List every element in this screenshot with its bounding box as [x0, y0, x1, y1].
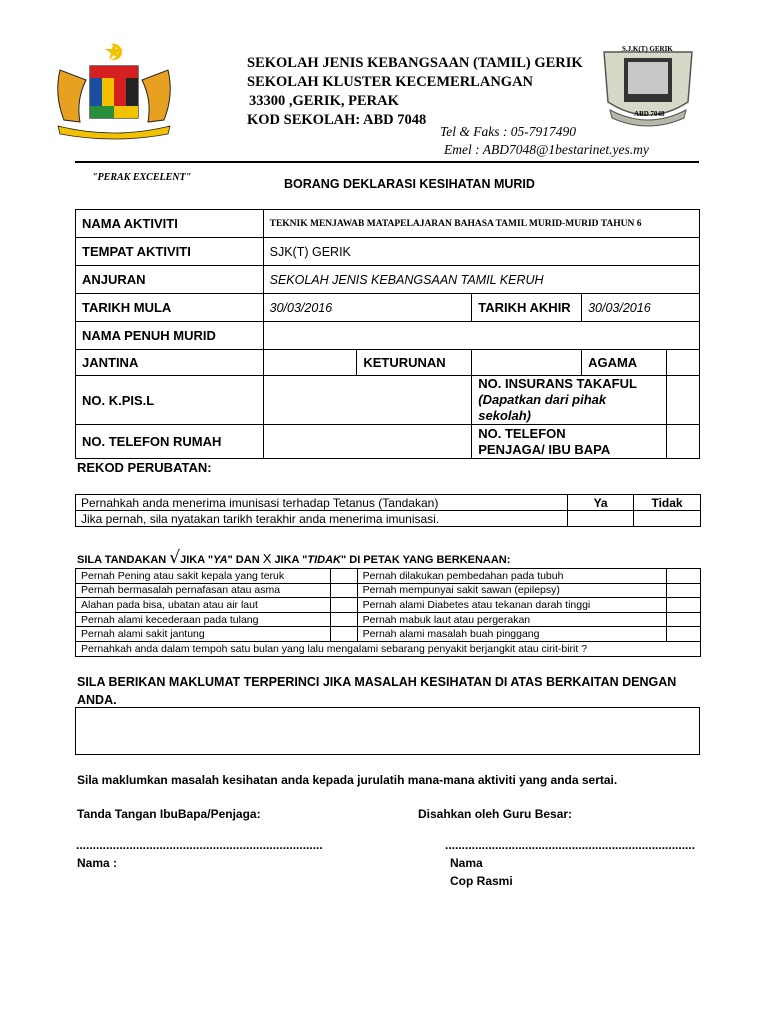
jantina-label: JANTINA	[76, 350, 264, 376]
activity-info-table	[75, 209, 700, 459]
instruction-part1: SILA TANDAKAN	[77, 554, 167, 566]
instruction-ya: YA	[213, 554, 228, 566]
telefon-penjaga-label	[472, 425, 667, 459]
headmaster-label: Disahkan oleh Guru Besar:	[418, 807, 573, 821]
health-checkbox[interactable]	[330, 612, 357, 627]
health-item: Pernah mempunyai sakit sawan (epilepsy)	[357, 583, 667, 598]
parent-name-label: Nama :	[77, 856, 118, 870]
health-checkbox[interactable]	[667, 598, 701, 613]
health-item-infection: Pernahkah anda dalam tempoh satu bulan yang lalu mengalami sebarang penyakit berjangkit atau cirit-birit ?	[76, 641, 701, 656]
tarikh-akhir-value[interactable]: 30/03/2016	[582, 294, 700, 322]
tarikh-akhir-label: TARIKH AKHIR	[472, 294, 582, 322]
instruction-part2: JIKA "	[180, 554, 214, 566]
telefon-penjaga-label-1: NO. TELEFON	[478, 425, 566, 441]
telefon-penjaga-label-2: PENJAGA/ IBU BAPA	[478, 441, 611, 457]
slogan: "PERAK EXCELENT"	[92, 172, 192, 183]
health-checkbox[interactable]	[667, 583, 701, 598]
badge-bottom-text: ABD 7048	[634, 110, 665, 118]
instruction-part4: JIKA "	[274, 554, 308, 566]
health-checkbox[interactable]	[330, 583, 357, 598]
school-cluster: SEKOLAH KLUSTER KECEMERLANGAN	[247, 74, 534, 90]
insurans-field[interactable]	[667, 376, 700, 425]
anjuran-value[interactable]: SEKOLAH JENIS KEBANGSAAN TAMIL KERUH	[263, 266, 699, 294]
tick-instruction	[77, 548, 510, 568]
agama-field[interactable]	[667, 350, 700, 376]
health-item: Alahan pada bisa, ubatan atau air laut	[76, 598, 331, 613]
kp-field[interactable]	[263, 376, 472, 425]
health-checkbox[interactable]	[330, 627, 357, 642]
headmaster-signature-line[interactable]: ...........................................................................	[445, 838, 696, 852]
kp-label: NO. K.PIS.L	[76, 376, 264, 425]
parent-signature-line[interactable]: ..........................................................................	[76, 838, 323, 852]
instruction-tidak: TIDAK	[307, 554, 341, 566]
insurans-label	[472, 376, 667, 425]
school-address: 33300 ,GERIK, PERAK	[249, 93, 399, 109]
health-item: Pernah alami kecederaan pada tulang	[76, 612, 331, 627]
school-code: KOD SEKOLAH: ABD 7048	[247, 112, 427, 128]
tempat-aktiviti-value[interactable]: SJK(T) GERIK	[263, 238, 699, 266]
health-item: Pernah mabuk laut atau pergerakan	[357, 612, 667, 627]
detail-textbox[interactable]	[75, 707, 700, 755]
school-name: SEKOLAH JENIS KEBANGSAAN (TAMIL) GERIK	[247, 55, 583, 71]
jantina-field[interactable]	[263, 350, 357, 376]
health-item: Pernah dilakukan pembedahan pada tubuh	[357, 569, 667, 584]
health-checkbox[interactable]	[667, 569, 701, 584]
instruction-part3: " DAN	[227, 554, 260, 566]
rekod-heading: REKOD PERUBATAN:	[77, 460, 212, 475]
detail-heading-line1: SILA BERIKAN MAKLUMAT TERPERINCI JIKA MASALAH KESIHATAN DI ATAS BERKAITAN DENGAN	[77, 675, 677, 689]
health-checkbox[interactable]	[330, 598, 357, 613]
health-checkbox[interactable]	[667, 612, 701, 627]
nama-aktiviti-label: NAMA AKTIVITI	[76, 210, 264, 238]
health-item: Pernah alami Diabetes atau tekanan darah tinggi	[357, 598, 667, 613]
health-item: Pernah alami masalah buah pinggang	[357, 627, 667, 642]
health-item: Pernah alami sakit jantung	[76, 627, 331, 642]
health-checklist	[75, 568, 701, 657]
malaysia-crest-logo	[50, 40, 178, 140]
tidak-checkbox[interactable]	[634, 511, 701, 527]
nama-penuh-field[interactable]	[263, 322, 699, 350]
tempat-aktiviti-label: TEMPAT AKTIVITI	[76, 238, 264, 266]
official-stamp-label: Cop Rasmi	[450, 874, 513, 888]
parent-signature-label: Tanda Tangan IbuBapa/Penjaga:	[77, 807, 261, 821]
keturunan-field[interactable]	[472, 350, 582, 376]
badge-top-text: S.J.K(T) GERIK	[622, 45, 673, 53]
school-badge-logo	[600, 44, 696, 128]
detail-heading	[77, 673, 676, 709]
telefon-penjaga-field[interactable]	[667, 425, 700, 459]
form-title: BORANG DEKLARASI KESIHATAN MURID	[284, 177, 535, 191]
tarikh-mula-value[interactable]: 30/03/2016	[263, 294, 472, 322]
school-header	[247, 54, 583, 130]
tetanus-table	[75, 494, 701, 527]
nama-aktiviti-value: TEKNIK MENJAWAB MATAPELAJARAN BAHASA TAMIL MURID-MURID TAHUN 6	[263, 210, 699, 238]
email: Emel : ABD7048@1bestarinet.yes.my	[444, 142, 649, 157]
anjuran-label: ANJURAN	[76, 266, 264, 294]
keturunan-label: KETURUNAN	[357, 350, 472, 376]
tick-icon: √	[169, 548, 181, 568]
health-item: Pernah Pening atau sakit kepala yang teruk	[76, 569, 331, 584]
health-item: Pernah bermasalah pernafasan atau asma	[76, 583, 331, 598]
tetanus-date-question: Jika pernah, sila nyatakan tarikh terakhir anda menerima imunisasi.	[76, 511, 568, 527]
health-checkbox[interactable]	[330, 569, 357, 584]
instruction-part5: " DI PETAK YANG BERKENAAN:	[340, 554, 511, 566]
insurans-note: (Dapatkan dari pihak sekolah)	[478, 392, 607, 423]
ya-checkbox[interactable]	[568, 511, 634, 527]
health-checkbox[interactable]	[667, 627, 701, 642]
tel-fax: Tel & Faks : 05-7917490	[440, 124, 576, 139]
telefon-rumah-label: NO. TELEFON RUMAH	[76, 425, 264, 459]
header-divider	[75, 161, 699, 163]
detail-heading-line2: ANDA.	[77, 693, 117, 707]
tetanus-question: Pernahkah anda menerima imunisasi terhadap Tetanus (Tandakan)	[76, 495, 568, 511]
nama-penuh-label: NAMA PENUH MURID	[76, 322, 264, 350]
notice-text: Sila maklumkan masalah kesihatan anda kepada jurulatih mana-mana aktiviti yang anda sertai.	[77, 773, 618, 787]
ya-header: Ya	[568, 495, 634, 511]
cross-icon: X	[262, 551, 272, 566]
headmaster-name-label: Nama	[450, 856, 483, 870]
telefon-rumah-field[interactable]	[263, 425, 472, 459]
tidak-header: Tidak	[634, 495, 701, 511]
insurans-label-text: NO. INSURANS TAKAFUL	[478, 376, 637, 391]
tarikh-mula-label: TARIKH MULA	[76, 294, 264, 322]
agama-label: AGAMA	[582, 350, 667, 376]
